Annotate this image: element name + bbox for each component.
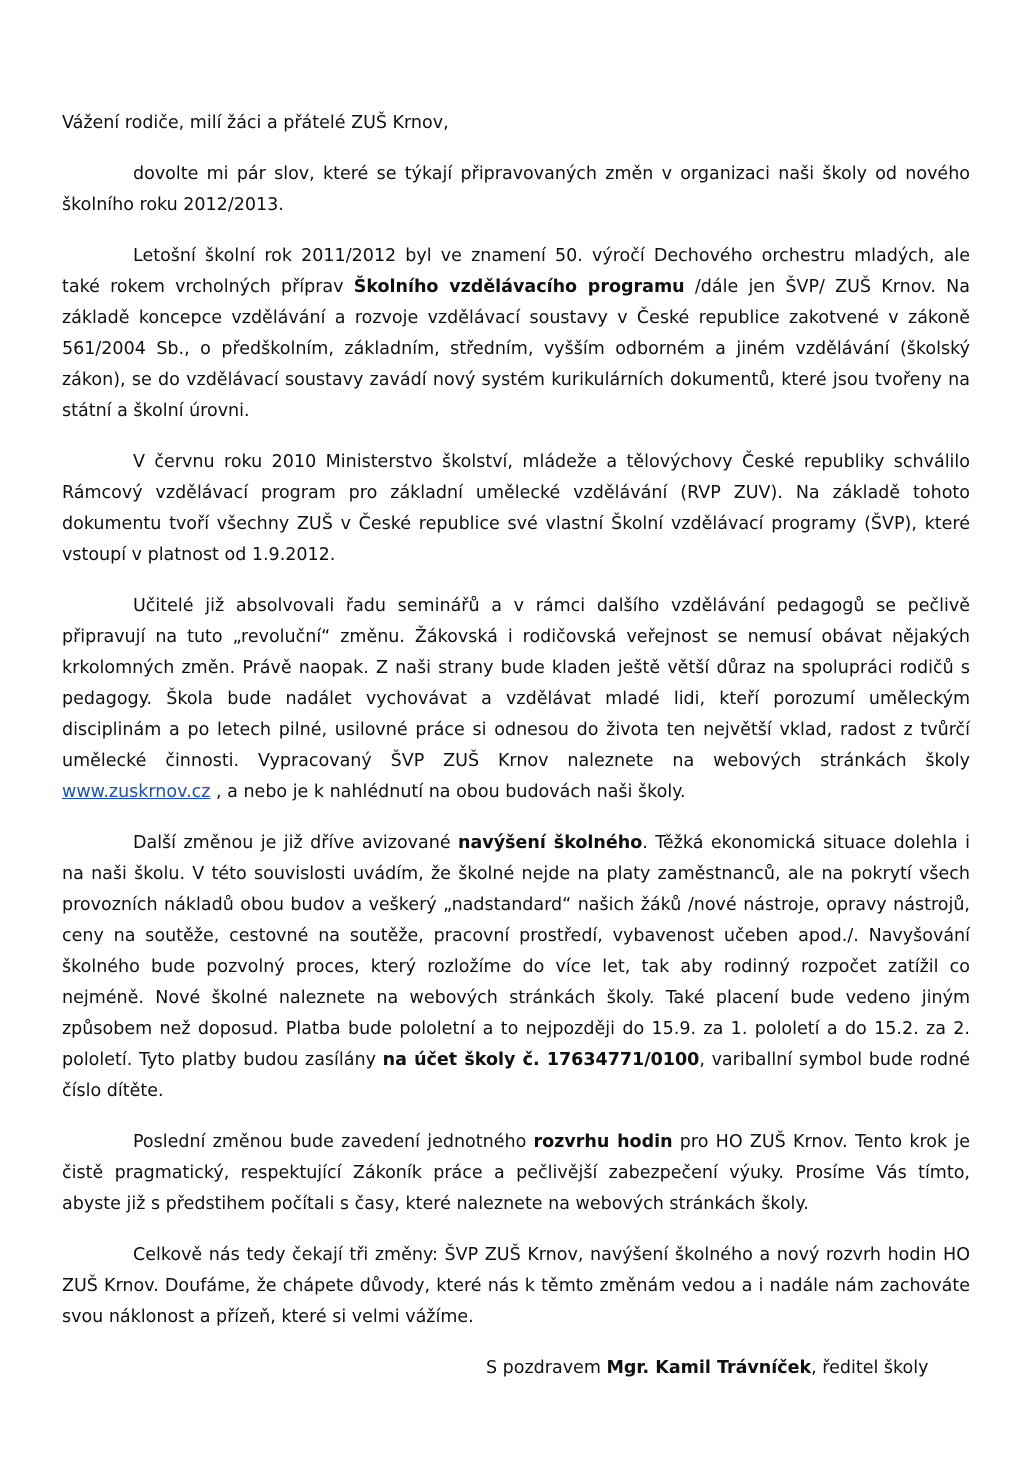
website-link[interactable]: www.zuskrnov.cz [62, 782, 211, 802]
salutation: Vážení rodiče, milí žáci a přátelé ZUŠ Krnov, [62, 113, 449, 133]
text-run: /dále jen ŠVP/ ZUŠ Krnov. Na základě koncepce vzdělávání a rozvoje vzdělávací soustavy v České republice zakotvené v zákoně 561/2004 Sb., o předškolním, základním, středním, vyšším odborném a jiném vzdělávání (školský zákon), se do vzdělávací soustavy zavádí nový systém kurikulárních dokumentů, které jsou tvořeny na státní a školní úrovni. [62, 277, 970, 421]
signature-name: Mgr. Kamil Trávníček [606, 1358, 812, 1378]
paragraph-svp [62, 241, 970, 427]
text-run: pro HO ZUŠ Krnov. Tento krok je čistě pragmatický, respektující Zákoník práce a pečlivější zabezpečení výuky. Prosíme Vás tímto, abyste již s předstihem počítali s časy, které naleznete na webových stránkách školy. [62, 1132, 970, 1214]
paragraph-teachers [62, 591, 970, 808]
text-run: . Těžká ekonomická situace dolehla i na naši školu. V této souvislosti uvádím, že školné nejde na platy zaměstnanců, ale na pokrytí všech provozních nákladů obou budov a veškerý „nadstandard“ našich žáků /nové nástroje, opravy nástrojů, ceny na soutěže, cestovné na soutěže, pracovní prostředí, vybavenost učeben apod./. Navyšování školného bude pozvolný proces, který rozložíme do více let, tak aby rodinný rozpočet zatížil co nejméně. Nové školné naleznete na webových stránkách školy. Také placení bude vedeno jiným způsobem než doposud. Platba bude pololetní a to nejpozději do 15.9. za 1. pololetí a do 15.2. za 2. pololetí. Tyto platby budou zasílány [62, 833, 970, 1070]
text-run: Poslední změnou bude zavedení jednotného [133, 1132, 534, 1152]
bold-svp-term: Školního vzdělávacího programu [353, 277, 685, 297]
bold-bank-account: na účet školy č. 17634771/0100 [382, 1050, 700, 1070]
paragraph-tuition [62, 828, 970, 1107]
paragraph-summary: Celkově nás tedy čekají tři změny: ŠVP ZUŠ Krnov, navýšení školného a nový rozvrh hodin HO ZUŠ Krnov. Doufáme, že chápete důvody, které nás k těmto změnám vedou a i nadále nám zachováte svou náklonost a přízeň, které si velmi vážíme. [62, 1245, 970, 1327]
signature [62, 1353, 970, 1384]
paragraph-schedule [62, 1127, 970, 1220]
text-run: , variballní symbol bude rodné číslo dítěte. [62, 1050, 970, 1101]
paragraph-intro: dovolte mi pár slov, které se týkají připravovaných změn v organizaci naši školy od nového školního roku 2012/2013. [62, 164, 970, 215]
paragraph-rvp: V červnu roku 2010 Ministerstvo školství, mládeže a tělovýchovy České republiky schválilo Rámcový vzdělávací program pro základní umělecké vzdělávání (RVP ZUV). Na základě tohoto dokumentu tvoří všechny ZUŠ v České republice své vlastní Školní vzdělávací programy (ŠVP), které vstoupí v platnost od 1.9.2012. [62, 452, 970, 565]
bold-schedule: rozvrhu hodin [533, 1132, 673, 1152]
text-run: , a nebo je k nahlédnutí na obou budovách naši školy. [210, 782, 686, 802]
text-run: Další změnou je již dříve avizované [133, 833, 459, 853]
bold-tuition-increase: navýšení školného [458, 833, 643, 853]
text-run: Učitelé již absolvovali řadu seminářů a v rámci dalšího vzdělávání pedagogů se pečlivě připravují na tuto „revoluční“ změnu. Žákovská i rodičovská veřejnost se nemusí obávat nějakých krkolomných změn. Právě naopak. Z naši strany bude kladen ještě větší důraz na spolupráci rodičů s pedagogy. Škola bude nadálet vychovávat a vzdělávat mladé lidi, kteří porozumí uměleckým disciplinám a po letech pilné, usilovné práce si odnesou do života ten největší vklad, radost z tvůrčí umělecké činnosti. Vypracovaný ŠVP ZUŠ Krnov naleznete na webových stránkách školy [62, 596, 970, 771]
signature-suffix: , ředitel školy [811, 1358, 929, 1378]
signature-prefix: S pozdravem [486, 1358, 607, 1378]
text-run: Letošní školní rok 2011/2012 byl ve znamení 50. výročí Dechového orchestru mladých, ale také rokem vrcholných příprav [62, 246, 970, 297]
